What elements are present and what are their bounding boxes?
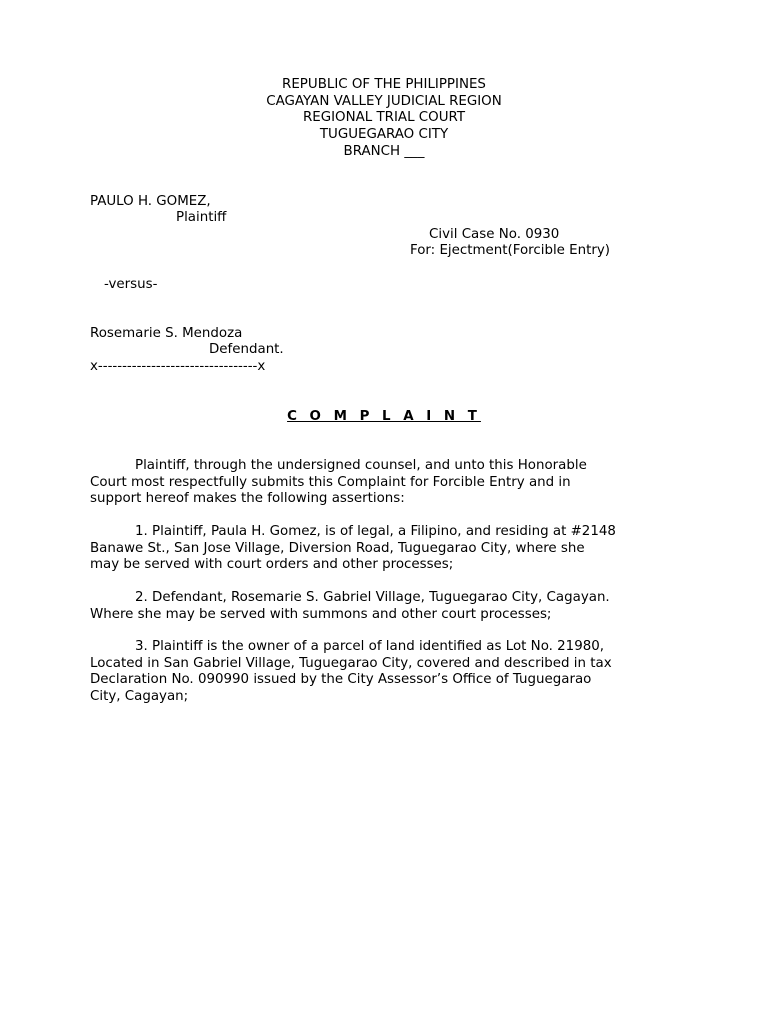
- paragraph-line: Declaration No. 090990 issued by the City Assessor’s Office of Tuguegarao: [90, 672, 592, 688]
- intro-line: Plaintiff, through the undersigned counsel, and unto this Honorable: [135, 458, 587, 473]
- header-judicial-region: CAGAYAN VALLEY JUDICIAL REGION: [266, 94, 502, 109]
- allegation-paragraph-2: [90, 590, 690, 623]
- case-nature: For: Ejectment(Forcible Entry): [410, 243, 611, 258]
- paragraph-line: may be served with court orders and other processes;: [90, 557, 454, 573]
- header-city: TUGUEGARAO CITY: [319, 127, 449, 142]
- case-number: Civil Case No. 0930: [429, 227, 560, 242]
- paragraph-line: Banawe St., San Jose Village, Diversion Road, Tuguegarao City, where she: [90, 540, 585, 556]
- paragraph-line: Where she may be served with summons and other court processes;: [90, 606, 552, 622]
- allegation-paragraph-3: [90, 639, 690, 705]
- intro-paragraph: [90, 458, 690, 508]
- defendant-name: Rosemarie S. Mendoza: [90, 326, 243, 341]
- intro-line: Court most respectfully submits this Complaint for Forcible Entry and in: [90, 474, 571, 490]
- header-branch: BRANCH ___: [343, 144, 425, 159]
- plaintiff-name: PAULO H. GOMEZ,: [90, 194, 211, 209]
- allegation-paragraph-1: [90, 524, 690, 574]
- defendant-role: Defendant.: [209, 342, 284, 357]
- header-court: REGIONAL TRIAL COURT: [302, 110, 466, 125]
- caption-separator: x---------------------------------x: [90, 359, 266, 374]
- paragraph-line: 3. Plaintiff is the owner of a parcel of land identified as Lot No. 21980,: [135, 639, 605, 654]
- document-title: C O M P L A I N T: [287, 409, 481, 424]
- versus-label: -versus-: [104, 277, 158, 292]
- paragraph-line: City, Cagayan;: [90, 688, 189, 704]
- paragraph-line: 1. Plaintiff, Paula H. Gomez, is of legal, a Filipino, and residing at #2148: [135, 524, 616, 539]
- paragraph-line: Located in San Gabriel Village, Tuguegarao City, covered and described in tax: [90, 655, 612, 671]
- header-republic: REPUBLIC OF THE PHILIPPINES: [282, 77, 486, 92]
- plaintiff-role: Plaintiff: [176, 210, 227, 225]
- intro-line: support hereof makes the following assertions:: [90, 491, 405, 507]
- paragraph-line: 2. Defendant, Rosemarie S. Gabriel Village, Tuguegarao City, Cagayan.: [135, 590, 610, 605]
